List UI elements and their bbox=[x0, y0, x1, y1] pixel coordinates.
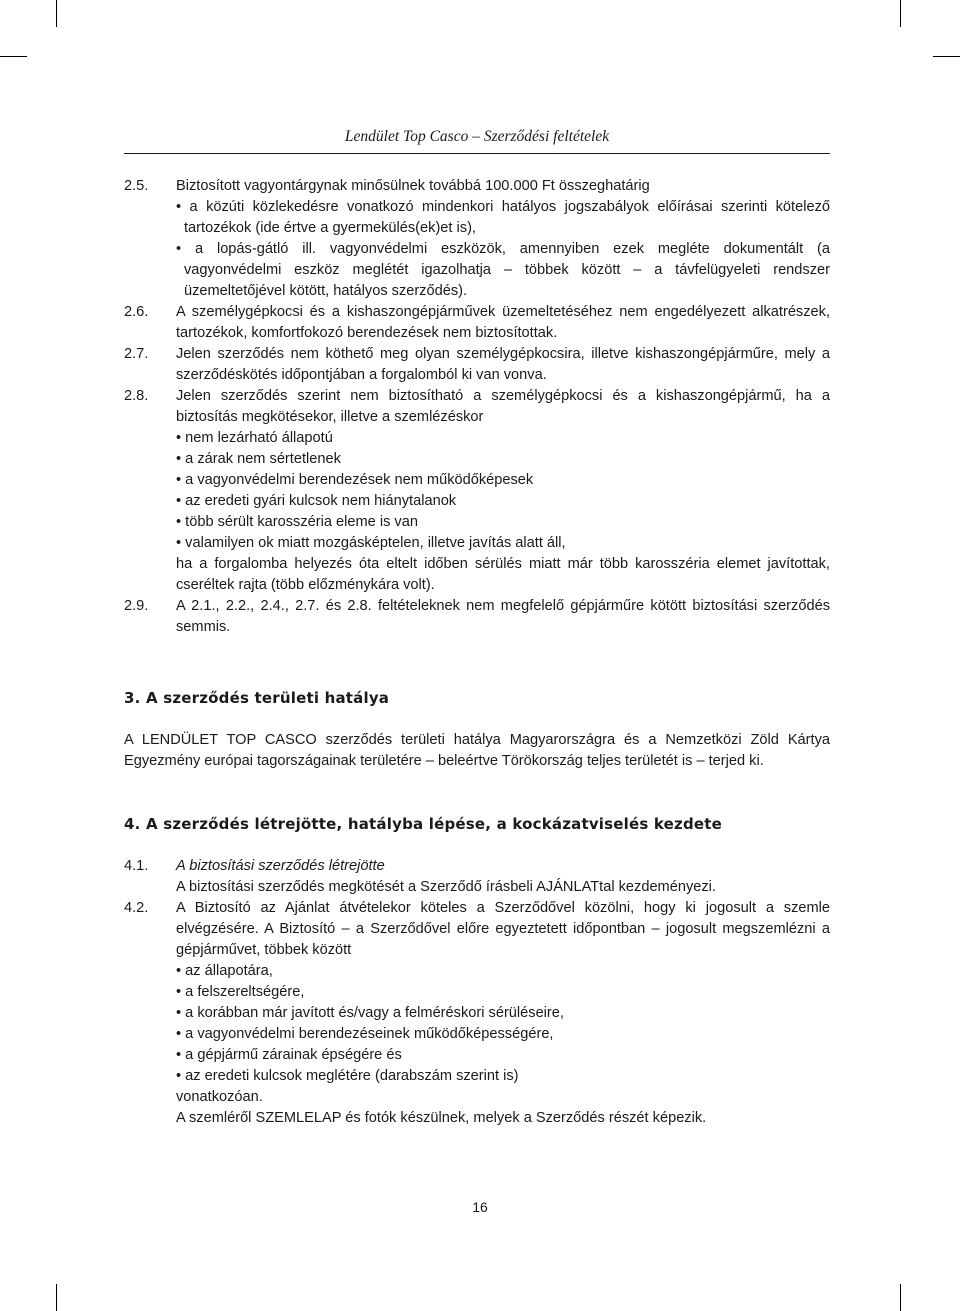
section-4-1 bbox=[124, 856, 830, 898]
section-number: 2.9. bbox=[124, 598, 149, 614]
crop-mark bbox=[56, 1284, 57, 1311]
bullet-item: • a gépjármű zárainak épségére és bbox=[176, 1047, 402, 1063]
document-body bbox=[124, 176, 830, 1129]
section-2-8 bbox=[124, 386, 830, 596]
page-header: Lendület Top Casco – Szerződési feltételek bbox=[344, 128, 610, 145]
bullet-item: • az állapotára, bbox=[176, 963, 273, 979]
section-number: 4.2. bbox=[124, 900, 149, 916]
bullet-item: • a felszereltségére, bbox=[176, 984, 305, 1000]
bullet-item: • a vagyonvédelmi berendezések nem működőképesek bbox=[176, 472, 534, 488]
bullet-item: • a vagyonvédelmi berendezéseinek működőképességére, bbox=[176, 1026, 554, 1042]
section-text: vonatkozóan. bbox=[176, 1089, 263, 1105]
section-number: 4.1. bbox=[124, 858, 149, 874]
bullet-item: • a lopás-gátló ill. vagyonvédelmi eszközök, amennyiben ezek megléte dokumentált (a vagyonvédelmi eszköz meglétét igazolhatja – többek között – a távfelügyeleti rendszer üzemeltetőjével kötött, hatályos szerződés). bbox=[176, 241, 830, 299]
bullet-item: • a korábban már javított és/vagy a felméréskori sérüléseire, bbox=[176, 1005, 564, 1021]
section-text: Biztosított vagyontárgynak minősülnek továbbá 100.000 Ft összeghatárig bbox=[176, 178, 650, 194]
crop-mark bbox=[0, 56, 27, 57]
section-text: Jelen szerződés szerint nem biztosítható a személygépkocsi és a kishaszongépjármű, ha a biztosítás megkötésekor, illetve a szemlézéskor bbox=[176, 388, 830, 425]
section-number: 2.7. bbox=[124, 346, 149, 362]
section-text: A személygépkocsi és a kishaszongépjárművek üzemeltetéséhez nem engedélyezett alkatrészek, tartozékok, komfortfokozó berendezések nem biztosítottak. bbox=[176, 304, 830, 341]
crop-mark bbox=[933, 56, 960, 57]
section-4-heading: 4. A szerződés létrejötte, hatályba lépése, a kockázatviselés kezdete bbox=[124, 815, 723, 833]
section-text: A szemléről SZEMLELAP és fotók készülnek, melyek a Szerződés részét képezik. bbox=[176, 1110, 707, 1126]
bullet-item: • a zárak nem sértetlenek bbox=[176, 451, 341, 467]
section-text: A 2.1., 2.2., 2.4., 2.7. és 2.8. feltételeknek nem megfelelő gépjárműre kötött biztosítási szerződés semmis. bbox=[176, 598, 830, 635]
subsection-title: A biztosítási szerződés létrejötte bbox=[176, 858, 385, 874]
bullet-item: • valamilyen ok miatt mozgásképtelen, illetve javítás alatt áll, bbox=[176, 535, 566, 551]
bullet-item: • az eredeti kulcsok meglétére (darabszám szerint is) bbox=[176, 1068, 519, 1084]
section-2-9 bbox=[124, 596, 830, 638]
bullet-item: • az eredeti gyári kulcsok nem hiánytalanok bbox=[176, 493, 457, 509]
section-3-text: A LENDÜLET TOP CASCO szerződés területi hatálya Magyarországra és a Nemzetközi Zöld Kártya Egyezmény európai tagországainak területére – beleértve Törökország teljes területét is – terjed ki. bbox=[124, 732, 830, 769]
crop-mark bbox=[900, 0, 901, 27]
section-number: 2.5. bbox=[124, 178, 149, 194]
section-2-5 bbox=[124, 176, 830, 302]
page-number: 16 bbox=[472, 1199, 488, 1215]
bullet-item: • nem lezárható állapotú bbox=[176, 430, 333, 446]
section-2-6 bbox=[124, 302, 830, 344]
crop-mark bbox=[56, 0, 57, 27]
crop-mark bbox=[900, 1284, 901, 1311]
section-4-2 bbox=[124, 898, 830, 1129]
section-number: 2.8. bbox=[124, 388, 149, 404]
section-text: A biztosítási szerződés megkötését a Szerződő írásbeli AJÁNLATtal kezdeményezi. bbox=[176, 879, 716, 895]
section-3-heading: 3. A szerződés területi hatálya bbox=[124, 689, 390, 707]
section-number: 2.6. bbox=[124, 304, 149, 320]
section-2-7 bbox=[124, 344, 830, 386]
section-text: A Biztosító az Ajánlat átvételekor köteles a Szerződővel közölni, hogy ki jogosult a szemle elvégzésére. A Biztosító – a Szerződővel előre egyeztetett időpontban – jogosult megszemlézni a gépjárművet, többek között bbox=[176, 900, 830, 958]
bullet-item: • a közúti közlekedésre vonatkozó mindenkori hatályos jogszabályok előírásai szerinti kötelező tartozékok (ide értve a gyermekülés(ek)et is), bbox=[176, 199, 830, 236]
section-text: Jelen szerződés nem köthető meg olyan személygépkocsira, illetve kishaszongépjárműre, mely a szerződéskötés időpontjában a forgalomból ki van vonva. bbox=[176, 346, 830, 383]
bullet-item: • több sérült karosszéria eleme is van bbox=[176, 514, 418, 530]
section-text: ha a forgalomba helyezés óta eltelt időben sérülés miatt már több karosszéria elemet javítottak, cseréltek rajta (több előzménykára volt). bbox=[176, 556, 830, 593]
header-divider bbox=[124, 153, 830, 154]
